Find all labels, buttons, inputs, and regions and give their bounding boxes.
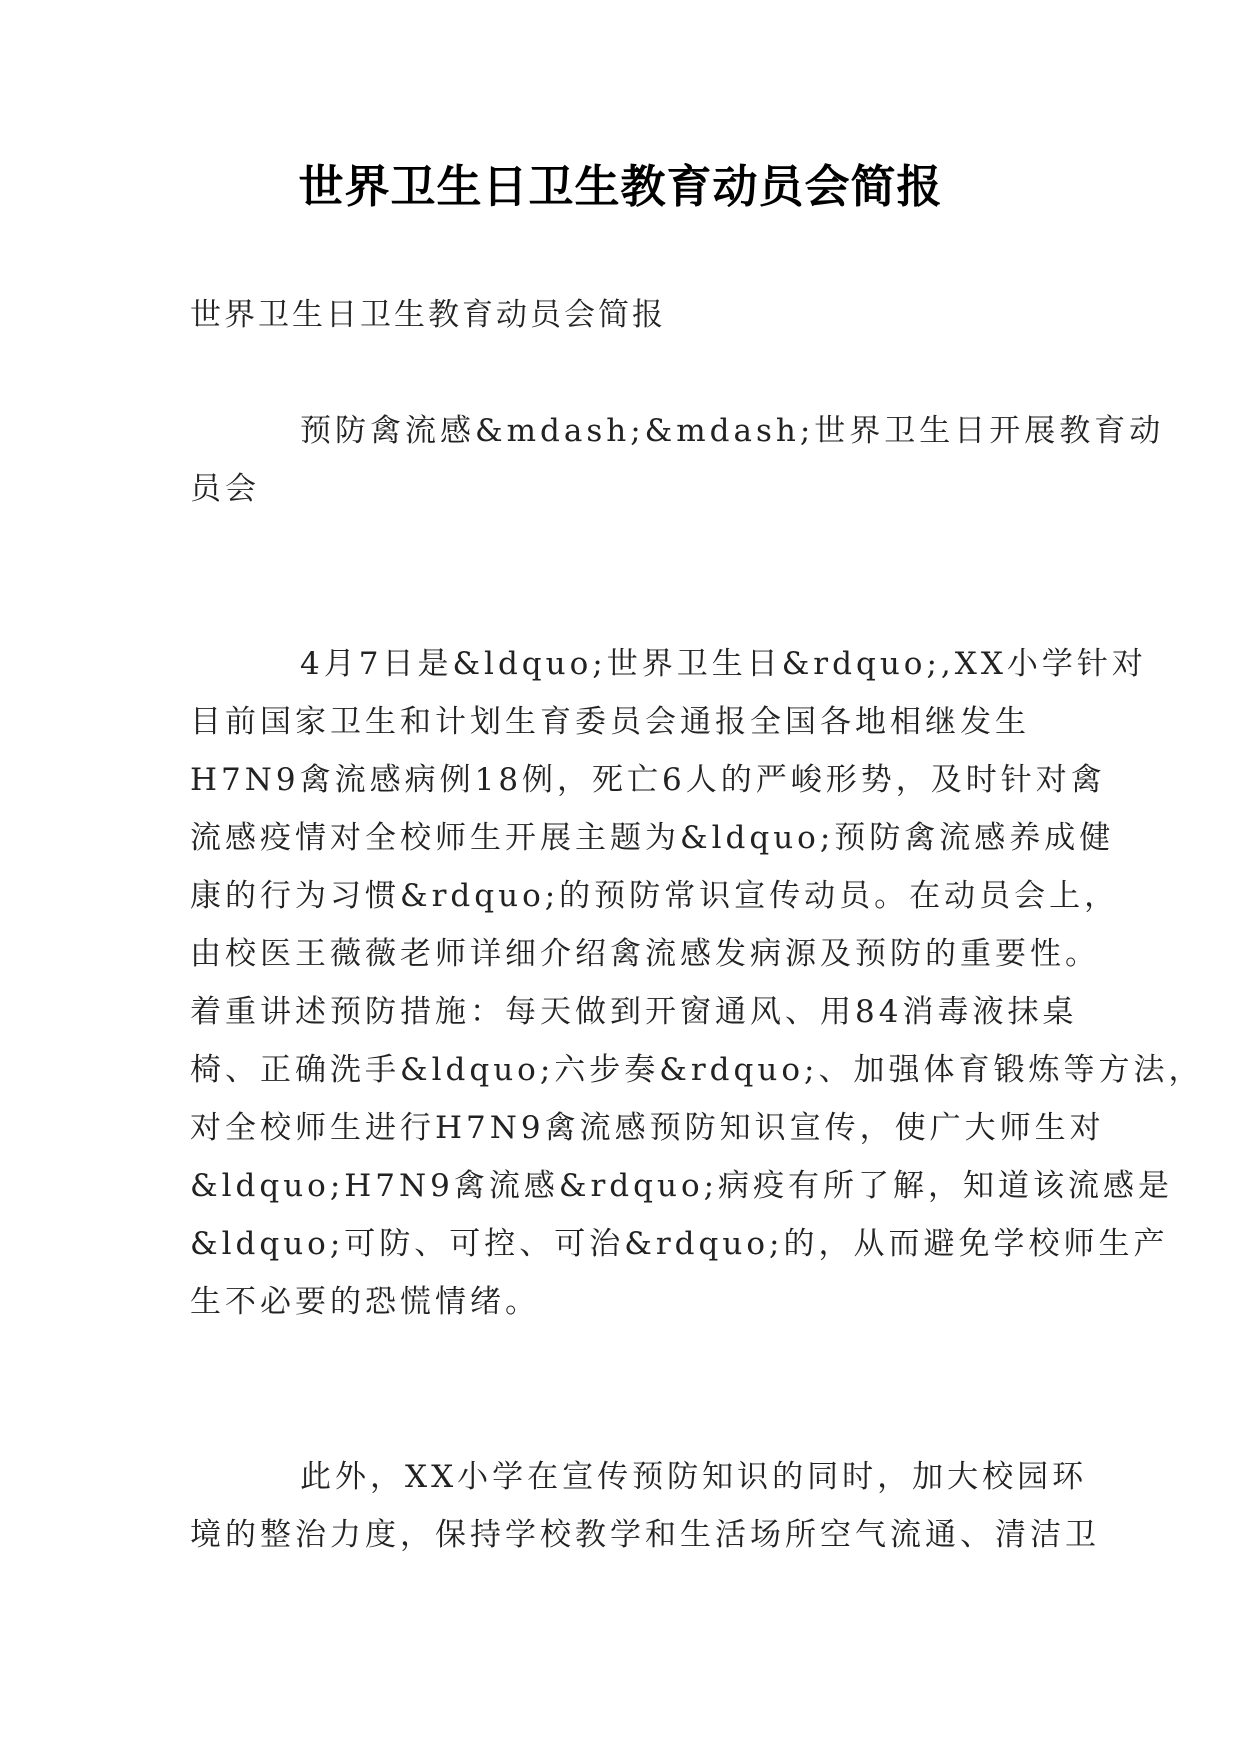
paragraph-line: 境的整治力度，保持学校教学和生活场所空气流通、清洁卫 — [190, 1517, 1100, 1553]
body-paragraph-2 — [190, 1448, 1100, 1564]
paragraph-line: 生不必要的恐慌情绪。 — [190, 1284, 540, 1320]
paragraph-line: 着重讲述预防措施：每天做到开窗通风、用84消毒液抹桌 — [190, 994, 1078, 1030]
paragraph-line: H7N9禽流感病例18例，死亡6人的严峻形势，及时针对禽 — [190, 762, 1106, 798]
paragraph-line: &ldquo;可防、可控、可治&rdquo;的，从而避免学校师生产 — [190, 1226, 1169, 1262]
paragraph-line: 椅、正确洗手&ldquo;六步奏&rdquo;、加强体育锻炼等方法， — [190, 1052, 1204, 1088]
paragraph-line: 对全校师生进行H7N9禽流感预防知识宣传，使广大师生对 — [190, 1110, 1105, 1146]
paragraph-line: 流感疫情对全校师生开展主题为&ldquo;预防禽流感养成健 — [190, 820, 1115, 856]
paragraph-line: 目前国家卫生和计划生育委员会通报全国各地相继发生 — [190, 704, 1030, 740]
document-title: 世界卫生日卫生教育动员会简报 — [298, 160, 943, 213]
lead-line: 预防禽流感&mdash;&mdash;世界卫生日开展教育动 — [300, 413, 1165, 449]
paragraph-line: 4月7日是&ldquo;世界卫生日&rdquo;,XX小学针对 — [300, 646, 1147, 682]
paragraph-line: 康的行为习惯&rdquo;的预防常识宣传动员。在动员会上， — [190, 878, 1120, 914]
body-paragraph-1 — [190, 635, 1204, 1331]
lead-paragraph — [190, 402, 1165, 518]
document-subtitle: 世界卫生日卫生教育动员会简报 — [190, 297, 666, 333]
paragraph-line: 此外，XX小学在宣传预防知识的同时，加大校园环 — [300, 1459, 1088, 1495]
lead-line: 员会 — [190, 471, 260, 507]
paragraph-line: &ldquo;H7N9禽流感&rdquo;病疫有所了解，知道该流感是 — [190, 1168, 1174, 1204]
paragraph-line: 由校医王薇薇老师详细介绍禽流感发病源及预防的重要性。 — [190, 936, 1100, 972]
